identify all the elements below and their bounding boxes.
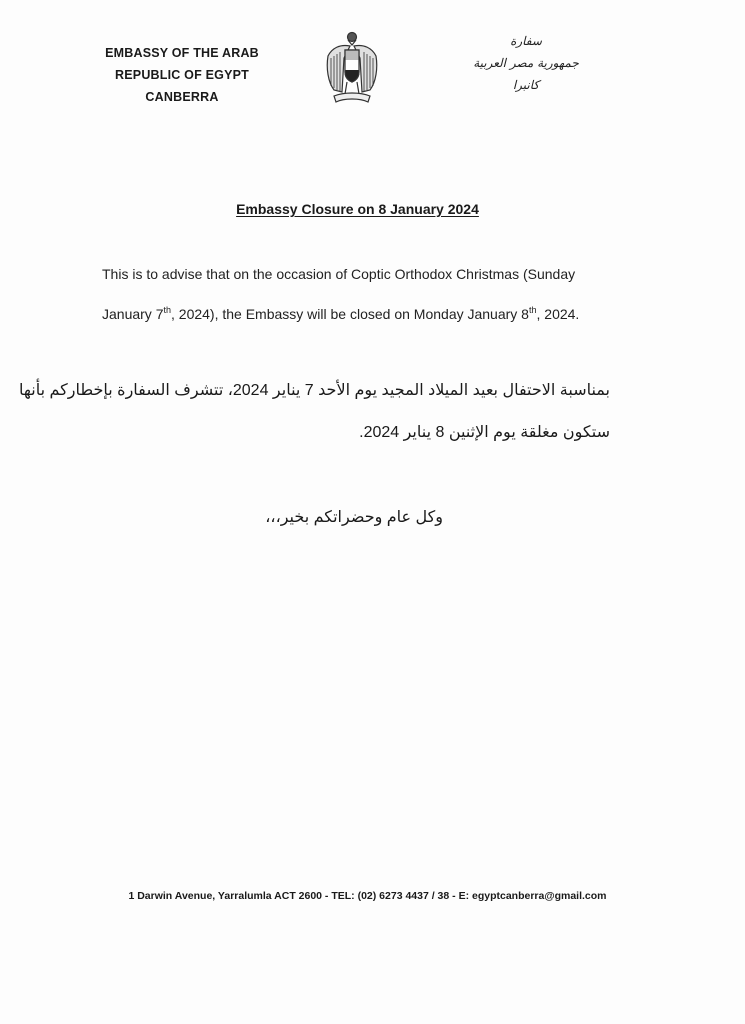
notice-line-2 [102, 294, 622, 334]
letterhead-english-line-2: REPUBLIC OF EGYPT [115, 68, 249, 82]
ordinal-suffix-1: th [163, 305, 171, 315]
notice-title: Embassy Closure on 8 January 2024 [236, 201, 479, 217]
notice-line-2-part-3: , 2024. [536, 306, 580, 322]
letterhead-english [96, 42, 268, 108]
letterhead-arabic [466, 30, 586, 96]
letterhead-arabic-line-3: كانبرا [512, 78, 540, 92]
arabic-notice-line-2: ستكون مغلقة يوم الإثنين 8 يناير 2024. [359, 424, 610, 441]
eagle-emblem-icon [320, 28, 384, 108]
notice-line-1: This is to advise that on the occasion of Coptic Orthodox Christmas (Sunday [102, 266, 576, 282]
letterhead-arabic-line-1: سفارة [510, 34, 542, 48]
notice-line-2-part-2: , 2024), the Embassy will be closed on Monday January 8 [171, 306, 529, 322]
letterhead-arabic-line-2: جمهورية مصر العربية [473, 56, 579, 70]
letterhead-english-line-3: CANBERRA [145, 90, 219, 104]
notice-line-2-part-1: January 7 [102, 306, 164, 322]
letterhead-english-line-1: EMBASSY OF THE ARAB [105, 46, 259, 60]
ordinal-suffix-2: th [528, 305, 537, 315]
arabic-closing-greeting: وكل عام وحضراتكم بخير،،، [265, 509, 443, 526]
footer-contact [0, 890, 745, 902]
arabic-notice-line-1: بمناسبة الاحتفال بعيد الميلاد المجيد يوم الأحد 7 يناير 2024، تتشرف السفارة بإخطاركم بأنها [19, 382, 610, 399]
footer-contact-text: 1 Darwin Avenue, Yarralumla ACT 2600 - TEL: (02) 6273 4437 / 38 - E: egyptcanberra@gmail.com [128, 890, 607, 902]
notice-body-english [102, 254, 622, 334]
